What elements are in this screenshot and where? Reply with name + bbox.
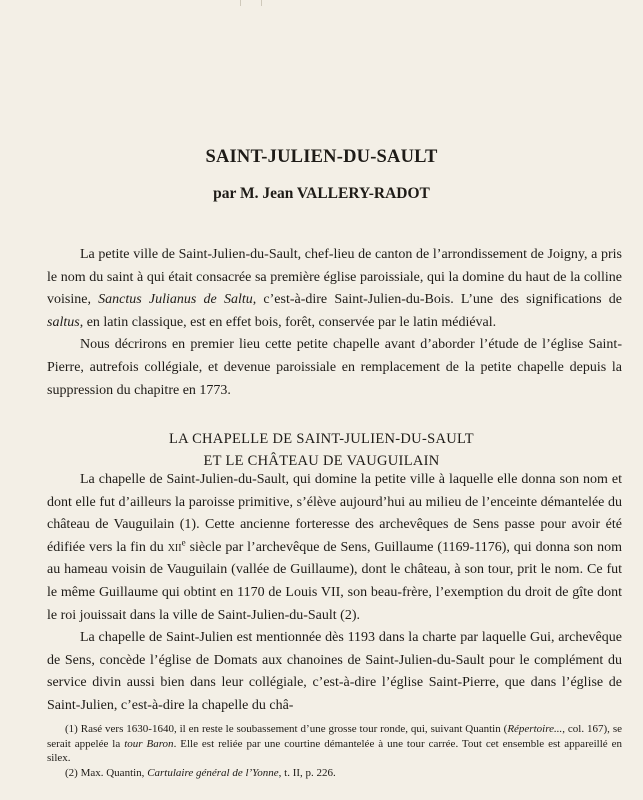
footnote-2 — [47, 766, 622, 781]
section-heading-line-2: ET LE CHÂTEAU DE VAUGUILAIN — [203, 453, 440, 469]
chapel-section — [47, 469, 622, 718]
article-byline: par M. Jean VALLERY-RADOT — [213, 185, 430, 202]
chapel-p1-text-a: La chapelle de Saint-Julien-du-Sault, qui domine la petite ville à laquelle elle donna son nom et dont elle fut d’ailleurs la paroisse primitive, s’élève aujourd’hui au milieu de l’enceinte démantelée du château de Vauguilain (1). Cette ancienne forteresse des archevêques de Sens passe pour avoir été édifiée vers la fin du — [47, 472, 622, 555]
chapel-paragraph-1 — [47, 469, 622, 627]
intro-paragraph-2: Nous décrirons en premier lieu cette petite chapelle avant d’aborder l’étude de l’église Saint-Pierre, autrefois collégiale, et devenue paroissiale en remplacement de la petite chapelle depuis la suppression du chapitre en 1773. — [47, 337, 622, 398]
chapel-p1-text-b: siècle par l’archevêque de Sens, Guillaume (1169-1176), qui donna son nom au hameau voisin de Vauguilain (vallée de Guillaume), dont le château, à son tour, prit le nom. Ce fut le même Guillaume qui obtint en 1170 de Louis VII, son beau-frère, l’exemption du droit de gîte dont le roi jouissait dans la ville de Saint-Julien-du-Sault (2). — [47, 539, 622, 623]
page-top-mark — [240, 0, 262, 6]
intro-p1-latin: Sanctus Julianus de Saltu — [98, 292, 253, 308]
footnote-2-cartulaire: Cartulaire général de l’Yonne — [147, 766, 279, 779]
intro-p1-saltus: saltus — [47, 314, 80, 330]
section-heading-line-1: LA CHAPELLE DE SAINT-JULIEN-DU-SAULT — [169, 431, 474, 447]
intro-p1-text-b: , c’est-à-dire Saint-Julien-du-Bois. L’une des significations de — [252, 292, 622, 308]
chapel-p1-century-sup: e — [181, 537, 186, 548]
footnote-1 — [47, 722, 622, 766]
article-title: SAINT-JULIEN-DU-SAULT — [205, 147, 438, 167]
chapel-p1-century: xii — [167, 539, 182, 555]
footnote-1-text-a: (1) Rasé vers 1630-1640, il en reste le soubassement d’une grosse tour ronde, qui, suivant Quantin ( — [65, 723, 508, 735]
footnote-2-text-b: , t. II, p. 226. — [278, 766, 336, 779]
intro-p1-text-c: , en latin classique, est en effet bois, forêt, conservée par le latin médiéval. — [79, 314, 497, 330]
footnote-1-text-c: . Elle est reliée par une courtine démantelée à une tour carrée. Tout cet ensemble est appareillé en silex. — [47, 737, 622, 765]
section-heading — [0, 428, 643, 472]
footnote-1-repertoire: Répertoire... — [507, 723, 563, 735]
footnotes — [47, 722, 622, 780]
footnote-1-tour: tour Baron — [124, 737, 174, 750]
footnote-2-text-a: (2) Max. Quantin, — [65, 766, 148, 779]
footnote-1-text-b: , col. 167), se serait appelée la — [47, 723, 622, 750]
chapel-paragraph-2: La chapelle de Saint-Julien est mentionnée dès 1193 dans la charte par laquelle Gui, archevêque de Sens, concède l’église de Domats aux chanoines de Saint-Julien-du-Sault pour le complément du service divin aussi bien dans leur collégiale, c’est-à-dire l’église Saint-Pierre, que dans l’église de Saint-Julien, c’est-à-dire la chapelle du châ- — [47, 630, 622, 713]
intro-paragraph-1 — [47, 244, 622, 334]
intro-p1-text-a: La petite ville de Saint-Julien-du-Sault, chef-lieu de canton de l’arrondissement de Joigny, a pris le nom du saint à qui était consacrée sa première église paroissiale, qui la domine du haut de la colline voisine, — [47, 247, 622, 308]
intro-section — [47, 244, 622, 402]
